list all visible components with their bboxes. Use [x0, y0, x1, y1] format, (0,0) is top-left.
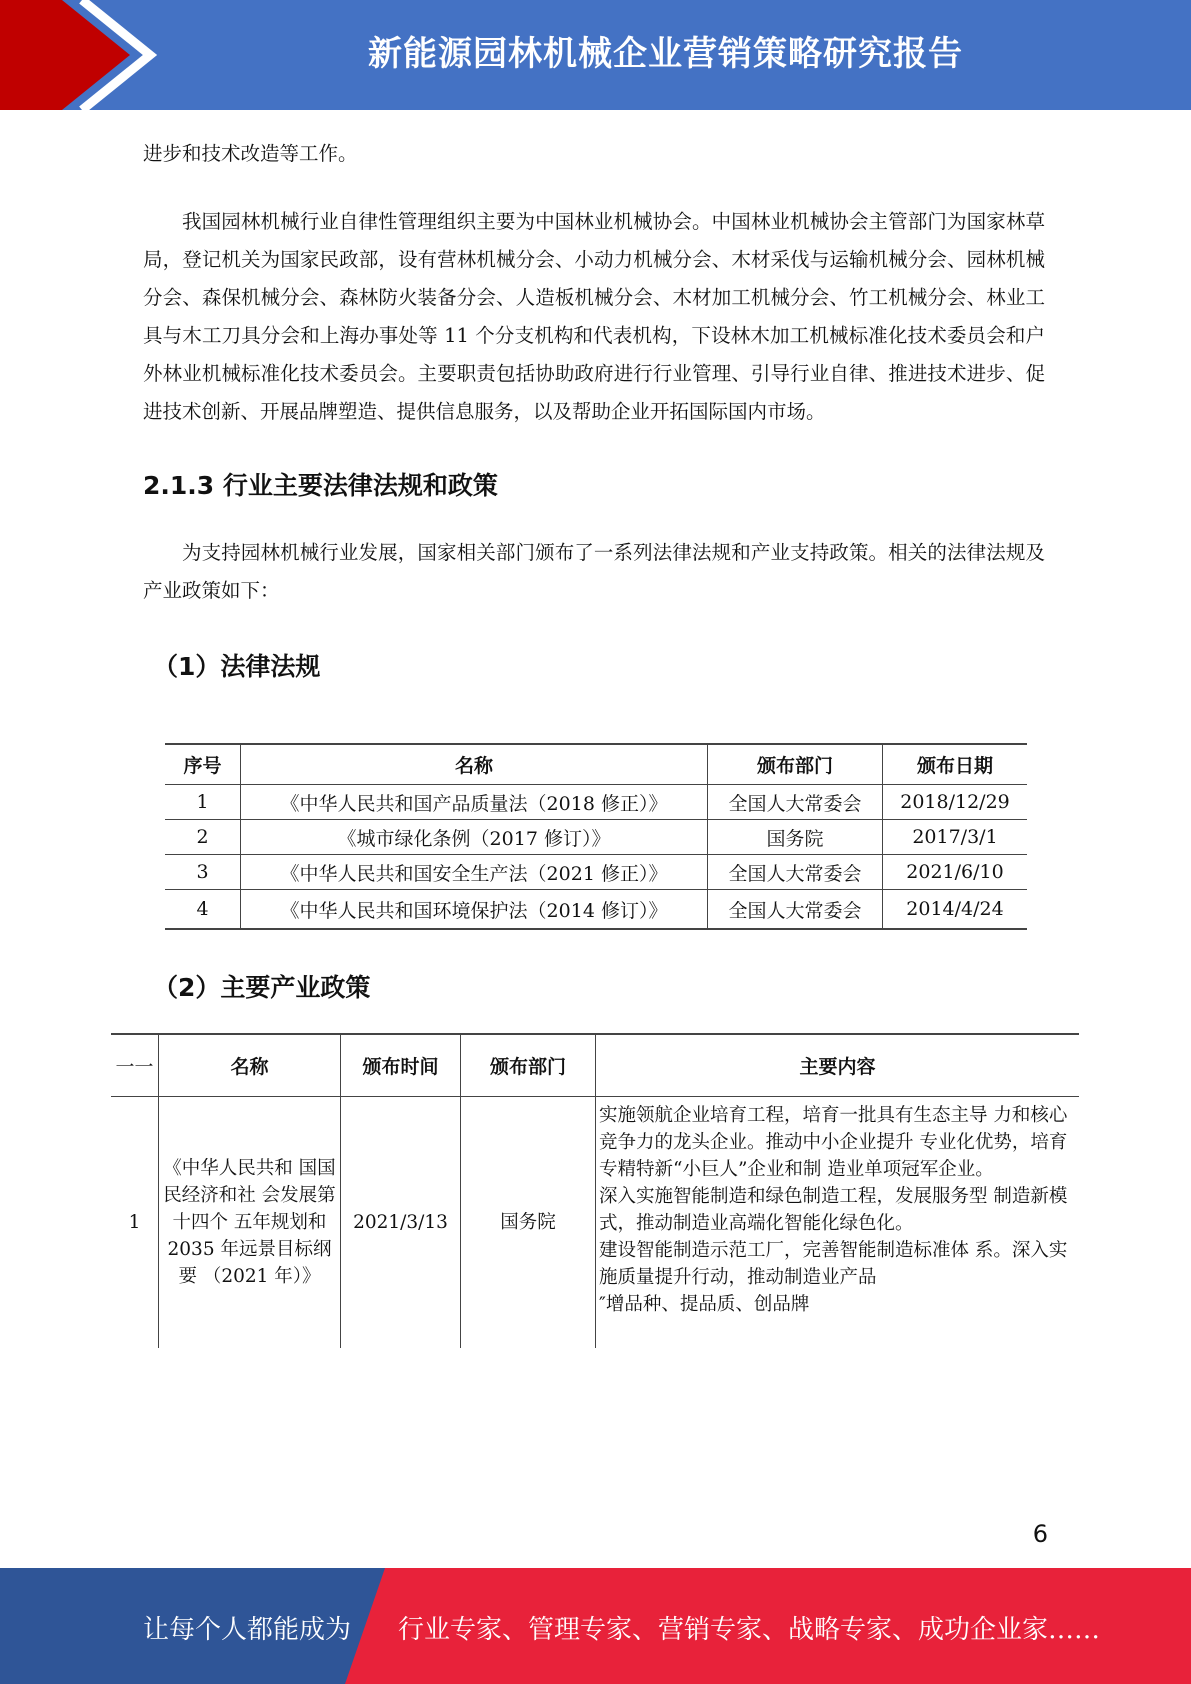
table-cell: 全国人大常委会: [708, 890, 883, 930]
table-cell: 2021/3/13: [341, 1097, 461, 1349]
table-row: [165, 785, 1027, 820]
table-cell: 4: [165, 890, 241, 930]
table-row: [111, 1097, 1079, 1349]
column-header: 名称: [241, 744, 708, 785]
header-arrow-decoration: [0, 0, 260, 110]
table-cell: 全国人大常委会: [708, 855, 883, 890]
column-header: 颁布时间: [341, 1034, 461, 1097]
table-cell: 《中华人民共和国产品质量法（2018 修正）》: [241, 785, 708, 820]
column-header: 颁布日期: [883, 744, 1028, 785]
paragraph-continuation: 进步和技术改造等工作。: [143, 142, 358, 165]
column-header: 颁布部门: [461, 1034, 596, 1097]
column-header: 名称: [159, 1034, 341, 1097]
page-number: 6: [1032, 1520, 1048, 1548]
table-cell: 2014/4/24: [883, 890, 1028, 930]
table-cell: 《中华人民共和国环境保护法（2014 修订）》: [241, 890, 708, 930]
table-header-row: [111, 1034, 1079, 1097]
table-cell: 2017/3/1: [883, 820, 1028, 855]
paragraph-intro-policies: 为支持园林机械行业发展，国家相关部门颁布了一系列法律法规和产业支持政策。相关的法律法规及产业政策如下：: [143, 541, 1045, 602]
policy-content-cell: [596, 1097, 1080, 1349]
report-title: 新能源园林机械企业营销策略研究报告: [368, 34, 963, 74]
table-cell: 3: [165, 855, 241, 890]
table-row: [165, 855, 1027, 890]
content-line: ″增品种、提品质、创品牌: [599, 1294, 810, 1315]
table-cell: 《中华人民共和国安全生产法（2021 修正）》: [241, 855, 708, 890]
policy-table: [111, 1033, 1079, 1348]
content-line: 深入实施智能制造和绿色制造工程，发展服务型 制造新模式，推动制造业高端化智能化绿色化。: [599, 1186, 1068, 1234]
column-header: 一一: [111, 1034, 159, 1097]
subheading-policies: （2）主要产业政策: [153, 973, 371, 1002]
table-cell: 2018/12/29: [883, 785, 1028, 820]
table-cell: 国务院: [461, 1097, 596, 1349]
table-cell: 1: [165, 785, 241, 820]
table-cell: 2: [165, 820, 241, 855]
content-line: 实施领航企业培育工程，培育一批具有生态主导 力和核心竞争力的龙头企业。推动中小企业提升 专业化优势，培育专精特新“小巨人”企业和制 造业单项冠军企业。: [599, 1105, 1068, 1180]
content-line: 建设智能制造示范工厂，完善智能制造标准体 系。深入实施质量提升行动，推动制造业产品: [599, 1240, 1068, 1288]
page-header: [0, 0, 1191, 110]
column-header: 序号: [165, 744, 241, 785]
laws-table: [165, 743, 1027, 930]
column-header: 颁布部门: [708, 744, 883, 785]
table-cell: 2021/6/10: [883, 855, 1028, 890]
table-header-row: [165, 744, 1027, 785]
table-cell: 1: [128, 1212, 141, 1233]
table-cell: 《中华人民共和 国国民经济和社 会发展第十四个 五年规划和 2035 年远景目标纲要 （2021 年）》: [159, 1097, 341, 1349]
table-cell: 《城市绿化条例（2017 修订）》: [241, 820, 708, 855]
page-footer: [0, 1568, 1191, 1684]
table-row: [165, 890, 1027, 930]
column-header: 主要内容: [596, 1034, 1080, 1097]
table-cell: 国务院: [708, 820, 883, 855]
footer-slogan-left: 让每个人都能成为: [143, 1615, 352, 1645]
paragraph-association: 我国园林机械行业自律性管理组织主要为中国林业机械协会。中国林业机械协会主管部门为国家林草局，登记机关为国家民政部，设有营林机械分会、小动力机械分会、木材采伐与运输机械分会、园林机械分会、森保机械分会、森林防火装备分会、人造板机械分会、木材加工机械分会、竹工机械分会、林业工具与木工刀具分会和上海办事处等 11 个分支机构和代表机构，下设林木加工机械标准化技术委员会和户外林业机械标准化技术委员会。主要职责包括协助政府进行行业管理、引导行业自律、推进技术进步、促进技术创新、开展品牌塑造、提供信息服务，以及帮助企业开拓国际国内市场。: [143, 210, 1045, 423]
main-content: [143, 135, 1045, 683]
footer-slogan-right: 行业专家、管理专家、营销专家、战略专家、成功企业家……: [398, 1615, 1101, 1645]
table-row: [165, 820, 1027, 855]
table-cell: 全国人大常委会: [708, 785, 883, 820]
section-heading: 2.1.3 行业主要法律法规和政策: [143, 471, 498, 500]
subheading-laws: （1）法律法规: [153, 652, 321, 681]
